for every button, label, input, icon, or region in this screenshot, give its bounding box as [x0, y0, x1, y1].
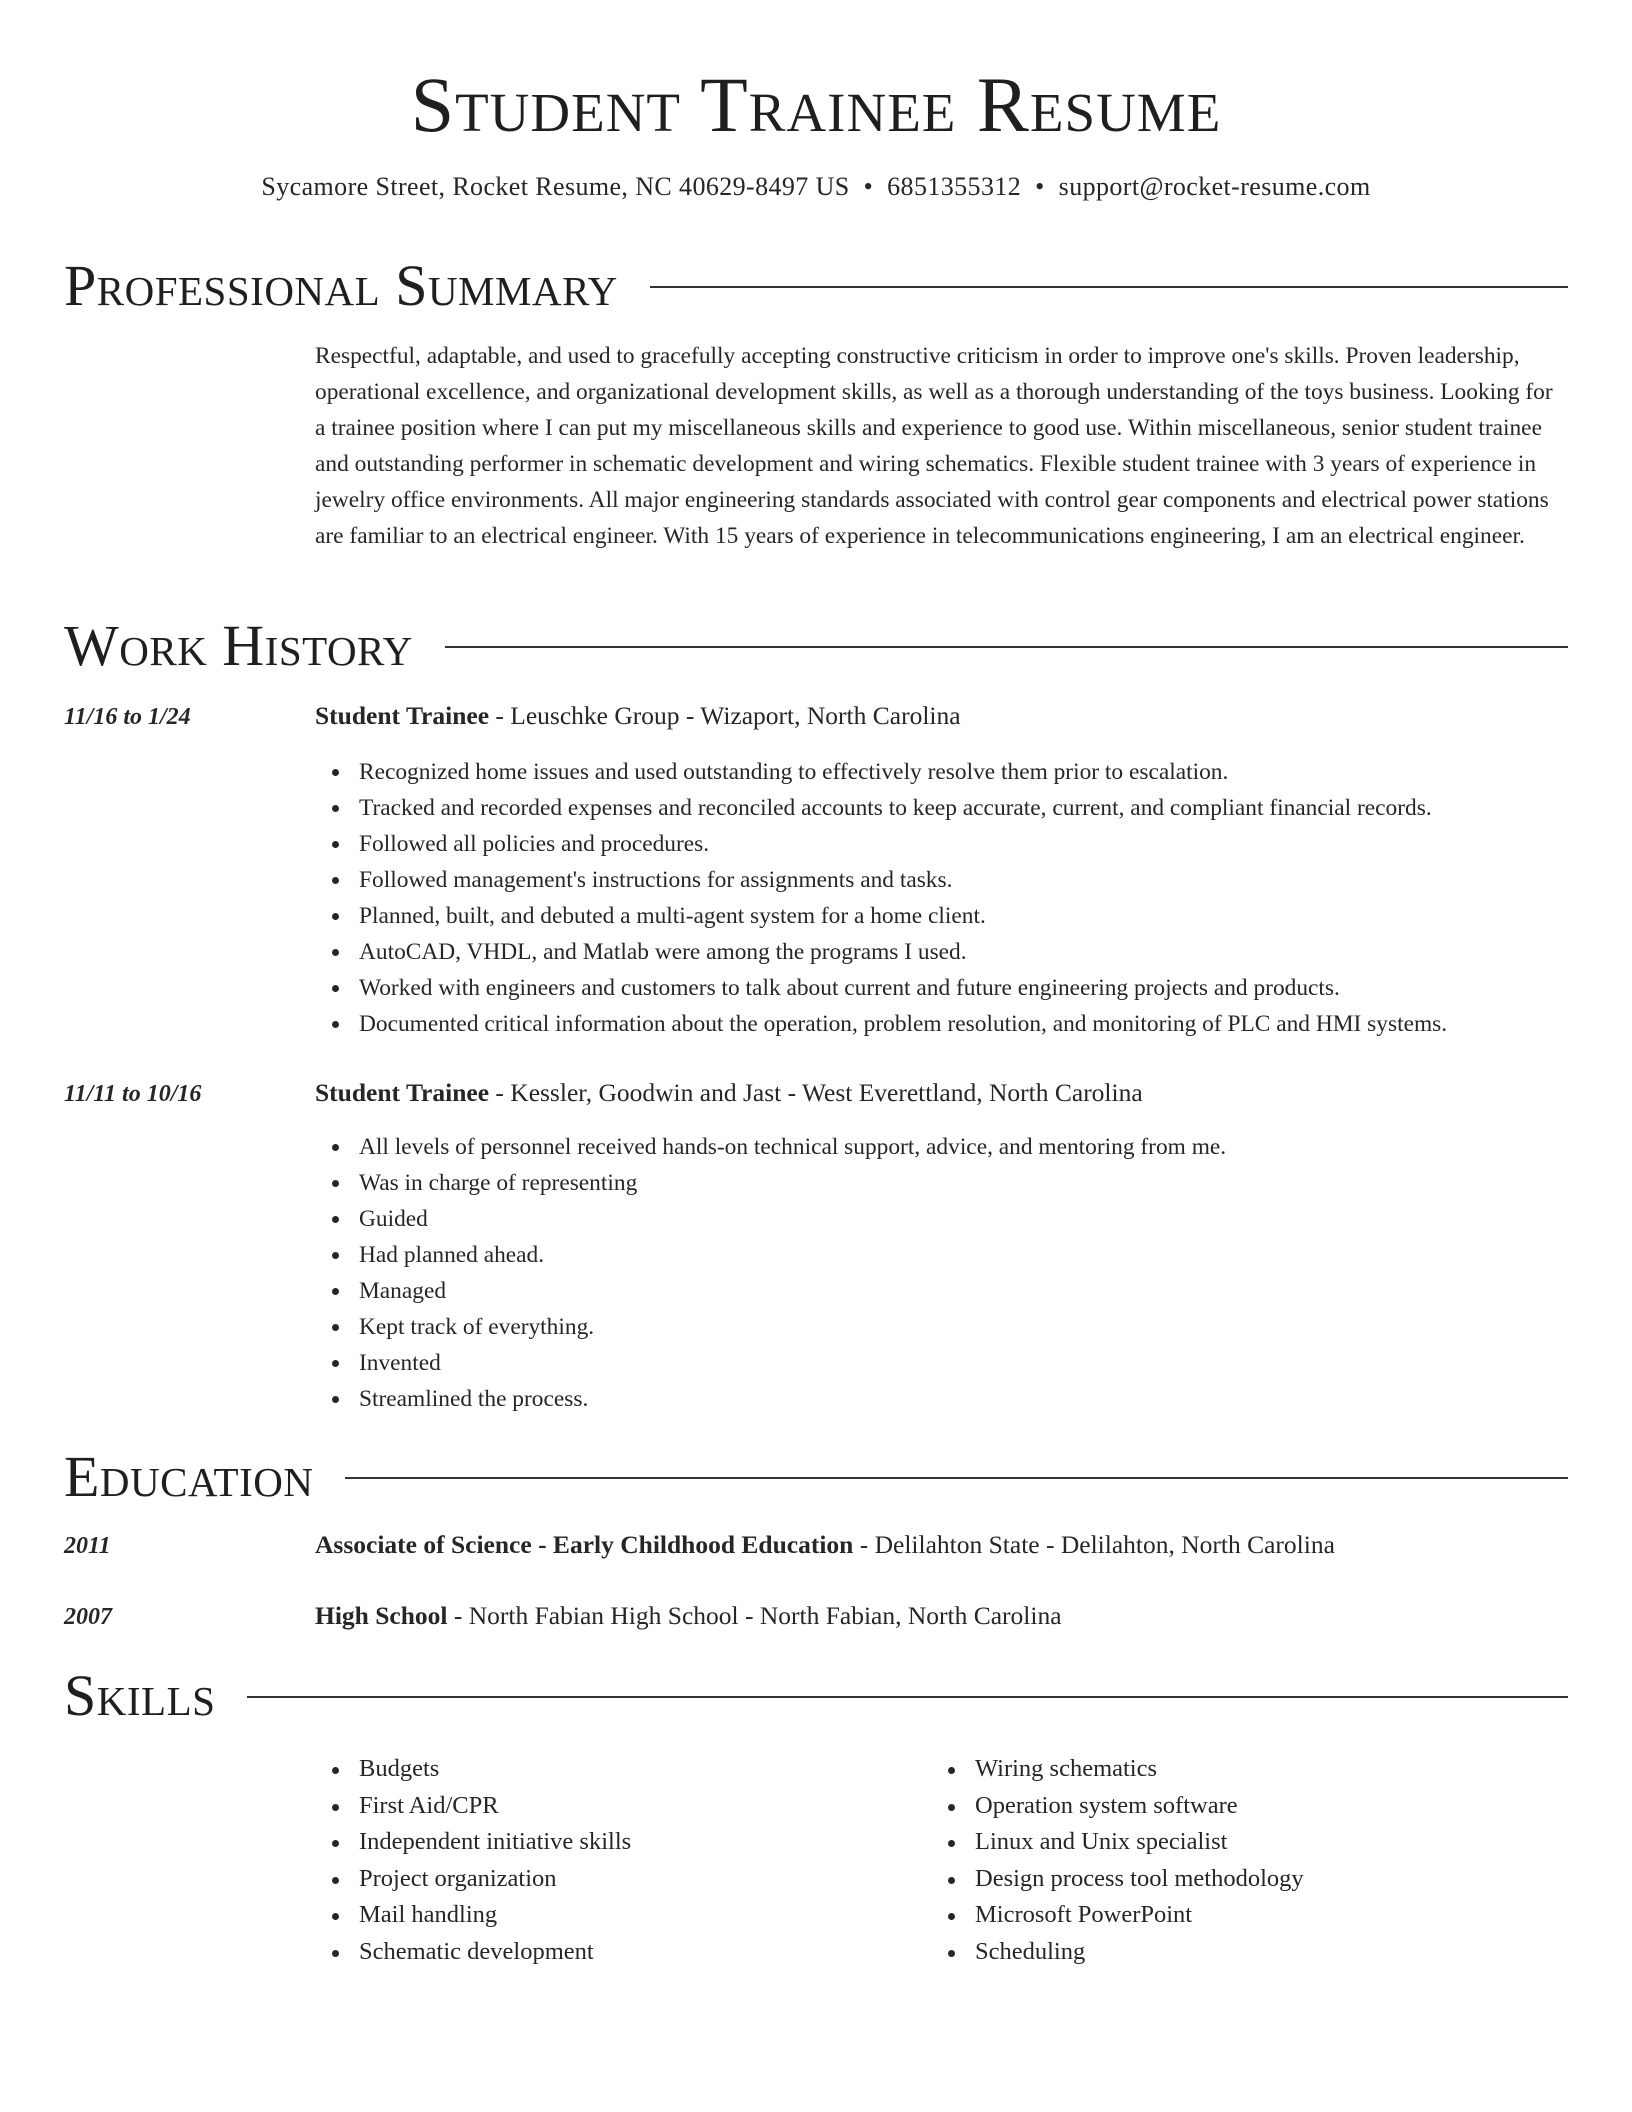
- summary-text: Respectful, adaptable, and used to gracefully accepting constructive criticism in order to improve one's skills. Proven leadership, operational excellence, and organizational development skills, as well as a thorough understanding of the toys business. Looking for a trainee position where I can put my miscellaneous skills and experience to good use. Within miscellaneous, senior student trainee and outstanding performer in schematic development and wiring schematics. Flexible student trainee with 3 years of experience in jewelry office environments. All major engineering standards associated with control gear components and electrical power stations are familiar to an electrical engineer. With 15 years of experience in telecommunications engineering, I am an electrical engineer.: [315, 343, 1553, 549]
- education-section-header: [64, 1445, 1568, 1509]
- list-item: Kept track of everything.: [359, 1309, 1592, 1345]
- section-divider: [247, 1696, 1568, 1698]
- job-details: - Leuschke Group - Wizaport, North Carolina: [489, 701, 961, 730]
- job-title-line: [315, 1076, 1568, 1110]
- job-title-line: [315, 699, 1568, 733]
- skill-item: First Aid/CPR: [359, 1788, 631, 1825]
- education-heading: Education: [64, 1444, 314, 1509]
- summary-section-header: [64, 254, 1568, 318]
- section-divider: [650, 286, 1568, 288]
- list-item: Guided: [359, 1201, 1592, 1237]
- job-title: Student Trainee: [315, 1078, 490, 1107]
- education-year: 2011: [64, 1533, 111, 1559]
- section-divider: [345, 1477, 1568, 1479]
- job-dates: 11/11 to 10/16: [64, 1081, 202, 1107]
- education-details: - North Fabian High School - North Fabian, North Carolina: [447, 1601, 1062, 1630]
- skill-item: Mail handling: [359, 1897, 631, 1934]
- skill-item: Independent initiative skills: [359, 1824, 631, 1861]
- skill-item: Linux and Unix specialist: [975, 1824, 1304, 1861]
- summary-heading: Professional Summary: [64, 253, 618, 318]
- contact-line: [0, 170, 1632, 204]
- list-item: Had planned ahead.: [359, 1237, 1592, 1273]
- contact-phone: 6851355312: [887, 172, 1022, 201]
- skill-item: Operation system software: [975, 1788, 1304, 1825]
- skill-item: Budgets: [359, 1751, 631, 1788]
- contact-separator: •: [1035, 172, 1045, 201]
- skills-heading: Skills: [64, 1663, 216, 1728]
- education-year: 2007: [64, 1604, 112, 1630]
- job-title: Student Trainee: [315, 701, 490, 730]
- job-dates: 11/16 to 1/24: [64, 704, 191, 730]
- skills-section-header: [64, 1664, 1568, 1728]
- list-item: Tracked and recorded expenses and reconciled accounts to keep accurate, current, and compliant financial records.: [359, 790, 1592, 826]
- list-item: Recognized home issues and used outstanding to effectively resolve them prior to escalation.: [359, 754, 1592, 790]
- education-degree: Associate of Science - Early Childhood Education: [315, 1530, 854, 1559]
- work-heading: Work History: [64, 613, 413, 678]
- contact-separator: •: [863, 172, 874, 201]
- skills-list-right: [931, 1751, 1304, 1970]
- skills-list-left: [315, 1751, 631, 1970]
- list-item: Planned, built, and debuted a multi-agent system for a home client.: [359, 898, 1592, 934]
- education-details: - Delilahton State - Delilahton, North Carolina: [853, 1530, 1335, 1559]
- skill-item: Microsoft PowerPoint: [975, 1897, 1304, 1934]
- list-item: Worked with engineers and customers to talk about current and future engineering projects and products.: [359, 970, 1592, 1006]
- job-details: - Kessler, Goodwin and Jast - West Everettland, North Carolina: [489, 1078, 1143, 1107]
- education-line: [315, 1528, 1568, 1562]
- skill-item: Project organization: [359, 1861, 631, 1898]
- resume-title: Student Trainee Resume: [410, 61, 1222, 148]
- skill-item: Scheduling: [975, 1934, 1304, 1971]
- list-item: Invented: [359, 1345, 1592, 1381]
- education-line: [315, 1599, 1568, 1633]
- list-item: All levels of personnel received hands-on technical support, advice, and mentoring from me.: [359, 1129, 1592, 1165]
- list-item: Followed management's instructions for assignments and tasks.: [359, 862, 1592, 898]
- contact-address: Sycamore Street, Rocket Resume, NC 40629-8497 US: [261, 172, 850, 201]
- skill-item: Design process tool methodology: [975, 1861, 1304, 1898]
- contact-email: support@rocket-resume.com: [1058, 172, 1371, 201]
- job-bullets: [315, 1129, 1592, 1417]
- skill-item: Wiring schematics: [975, 1751, 1304, 1788]
- list-item: Streamlined the process.: [359, 1381, 1592, 1417]
- list-item: Was in charge of representing: [359, 1165, 1592, 1201]
- list-item: Managed: [359, 1273, 1592, 1309]
- section-divider: [445, 646, 1568, 648]
- job-bullets: [315, 754, 1592, 1042]
- work-section-header: [64, 614, 1568, 678]
- list-item: Followed all policies and procedures.: [359, 826, 1592, 862]
- list-item: AutoCAD, VHDL, and Matlab were among the programs I used.: [359, 934, 1592, 970]
- education-degree: High School: [315, 1601, 448, 1630]
- list-item: Documented critical information about the operation, problem resolution, and monitoring of PLC and HMI systems.: [359, 1006, 1592, 1042]
- skill-item: Schematic development: [359, 1934, 631, 1971]
